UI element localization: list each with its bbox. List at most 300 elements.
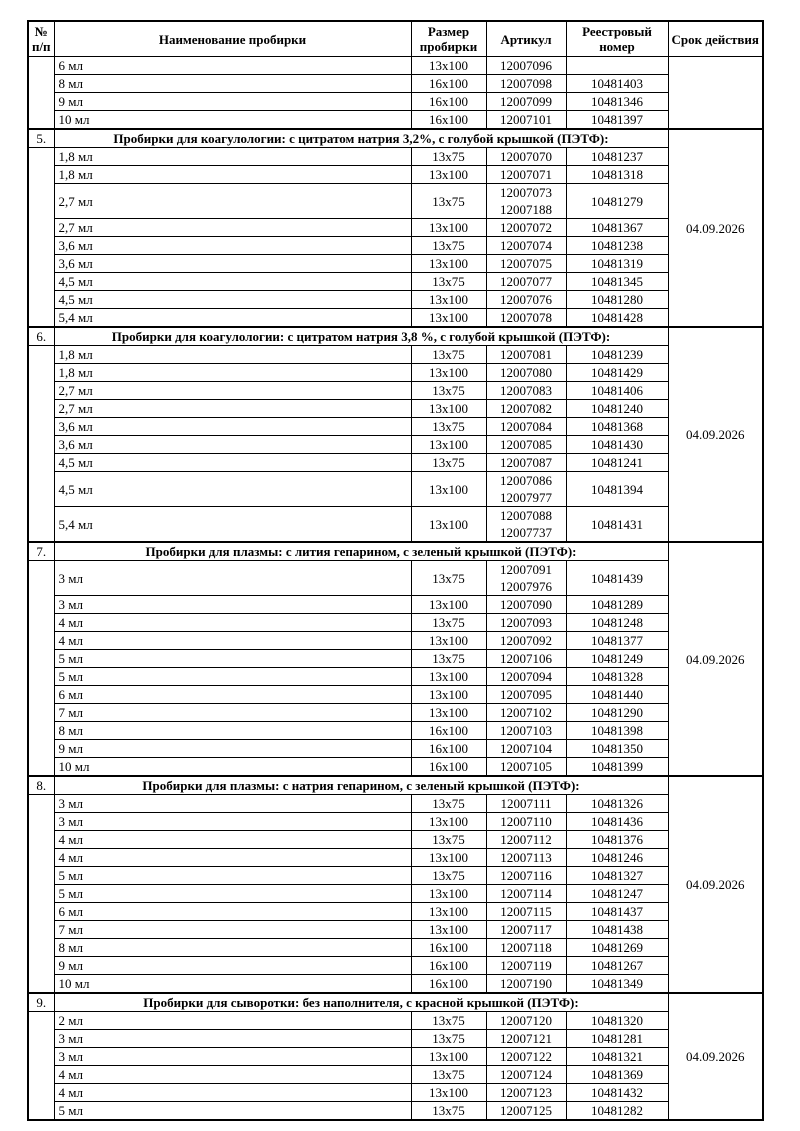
product-row	[28, 148, 763, 166]
row-number-cell	[28, 561, 54, 777]
table-header	[28, 21, 763, 57]
product-name: 3 мл	[54, 596, 411, 614]
tube-size: 16x100	[411, 758, 486, 777]
article-number-line: 12007094	[500, 669, 552, 684]
product-row	[28, 1048, 763, 1066]
article-number	[486, 346, 566, 364]
validity-date: 04.09.2026	[668, 542, 763, 776]
tube-size: 13x100	[411, 686, 486, 704]
article-number	[486, 795, 566, 813]
article-number-line: 12007122	[500, 1049, 552, 1064]
article-number	[486, 273, 566, 291]
product-name: 4 мл	[54, 614, 411, 632]
article-number-line: 12007101	[500, 112, 552, 127]
article-number	[486, 596, 566, 614]
article-number	[486, 1012, 566, 1030]
product-row	[28, 309, 763, 328]
registry-number: 10481367	[566, 219, 668, 237]
product-name: 9 мл	[54, 957, 411, 975]
registry-number: 10481439	[566, 561, 668, 596]
product-name: 1,8 мл	[54, 148, 411, 166]
product-name: 2,7 мл	[54, 219, 411, 237]
article-number-line: 12007087	[500, 455, 552, 470]
product-row	[28, 507, 763, 543]
article-number	[486, 255, 566, 273]
tube-size: 13x100	[411, 903, 486, 921]
tube-size: 13x75	[411, 1066, 486, 1084]
article-number	[486, 111, 566, 130]
article-number-line: 12007075	[500, 256, 552, 271]
registry-number: 10481436	[566, 813, 668, 831]
row-number-cell	[28, 57, 54, 130]
registry-number: 10481327	[566, 867, 668, 885]
product-name: 5,4 мл	[54, 309, 411, 328]
product-row	[28, 382, 763, 400]
article-number	[486, 93, 566, 111]
registry-number: 10481377	[566, 632, 668, 650]
tube-size: 13x100	[411, 472, 486, 507]
article-number-line: 12007112	[500, 832, 552, 847]
product-row	[28, 184, 763, 219]
registry-number: 10481428	[566, 309, 668, 328]
product-name: 3 мл	[54, 1030, 411, 1048]
product-row	[28, 614, 763, 632]
product-name: 8 мл	[54, 75, 411, 93]
product-row	[28, 831, 763, 849]
section-number: 7.	[28, 542, 54, 561]
row-number-cell	[28, 148, 54, 328]
article-number	[486, 668, 566, 686]
product-name: 6 мл	[54, 57, 411, 75]
section-title: Пробирки для плазмы: с лития гепарином, с зеленый крышкой (ПЭТФ):	[54, 542, 668, 561]
product-name: 3 мл	[54, 813, 411, 831]
header-registry-number: Реестровый номер	[566, 21, 668, 57]
tube-size: 13x75	[411, 273, 486, 291]
tube-size: 13x75	[411, 561, 486, 596]
registry-number: 10481349	[566, 975, 668, 994]
tube-size: 16x100	[411, 939, 486, 957]
product-row	[28, 1012, 763, 1030]
tube-size: 16x100	[411, 957, 486, 975]
tube-size: 13x100	[411, 813, 486, 831]
product-name: 4,5 мл	[54, 291, 411, 309]
article-number-line: 12007125	[500, 1103, 552, 1118]
article-number-line: 12007083	[500, 383, 552, 398]
registry-number: 10481432	[566, 1084, 668, 1102]
tube-size: 13x75	[411, 454, 486, 472]
article-number-line: 12007086	[500, 473, 552, 488]
header-row	[28, 21, 763, 57]
product-name: 5 мл	[54, 668, 411, 686]
tube-size: 13x100	[411, 1084, 486, 1102]
article-number	[486, 632, 566, 650]
section-header-row	[28, 776, 763, 795]
section-header-row	[28, 327, 763, 346]
article-number-line: 12007102	[500, 705, 552, 720]
section-number: 9.	[28, 993, 54, 1012]
registry-number: 10481248	[566, 614, 668, 632]
registry-number: 10481319	[566, 255, 668, 273]
registry-number: 10481320	[566, 1012, 668, 1030]
registry-number: 10481289	[566, 596, 668, 614]
tube-size: 13x75	[411, 346, 486, 364]
product-row	[28, 57, 763, 75]
section-header-row	[28, 993, 763, 1012]
article-number	[486, 148, 566, 166]
product-row	[28, 921, 763, 939]
header-row-number: № п/п	[28, 21, 54, 57]
product-name: 2,7 мл	[54, 400, 411, 418]
product-row	[28, 758, 763, 777]
header-article: Артикул	[486, 21, 566, 57]
article-number-line: 12007095	[500, 687, 552, 702]
product-row	[28, 111, 763, 130]
article-number-line: 12007081	[500, 347, 552, 362]
article-number	[486, 939, 566, 957]
tube-size: 13x75	[411, 1012, 486, 1030]
tube-size: 13x100	[411, 219, 486, 237]
article-number-line: 12007190	[500, 976, 552, 991]
product-row	[28, 1084, 763, 1102]
tube-size: 13x100	[411, 921, 486, 939]
registry-number: 10481269	[566, 939, 668, 957]
article-number	[486, 975, 566, 994]
tube-size: 16x100	[411, 722, 486, 740]
tube-size: 13x75	[411, 867, 486, 885]
article-number	[486, 237, 566, 255]
product-row	[28, 740, 763, 758]
article-number	[486, 382, 566, 400]
tube-size: 13x100	[411, 400, 486, 418]
article-number	[486, 740, 566, 758]
product-row	[28, 1030, 763, 1048]
article-number-line: 12007103	[500, 723, 552, 738]
validity-date: 04.09.2026	[668, 993, 763, 1120]
tube-size: 16x100	[411, 740, 486, 758]
article-number	[486, 57, 566, 75]
tube-size: 13x100	[411, 255, 486, 273]
product-name: 4,5 мл	[54, 454, 411, 472]
article-number-line: 12007106	[500, 651, 552, 666]
product-name: 6 мл	[54, 903, 411, 921]
header-product-name: Наименование пробирки	[54, 21, 411, 57]
article-number-line: 12007113	[500, 850, 552, 865]
article-number-line: 12007096	[500, 58, 552, 73]
registry-number: 10481376	[566, 831, 668, 849]
article-number-line: 12007070	[500, 149, 552, 164]
registry-number: 10481321	[566, 1048, 668, 1066]
article-number-line: 12007098	[500, 76, 552, 91]
product-name: 3,6 мл	[54, 237, 411, 255]
validity-date: 04.09.2026	[668, 129, 763, 327]
article-number	[486, 291, 566, 309]
article-number	[486, 75, 566, 93]
product-name: 3,6 мл	[54, 255, 411, 273]
article-number-line: 12007082	[500, 401, 552, 416]
product-row	[28, 346, 763, 364]
product-name: 2 мл	[54, 1012, 411, 1030]
article-number	[486, 686, 566, 704]
article-number-line: 12007084	[500, 419, 552, 434]
article-number-line: 12007092	[500, 633, 552, 648]
registry-number: 10481290	[566, 704, 668, 722]
article-number	[486, 849, 566, 867]
product-row	[28, 273, 763, 291]
article-number	[486, 166, 566, 184]
article-number-line: 12007073	[500, 185, 552, 200]
product-row	[28, 722, 763, 740]
registry-number: 10481346	[566, 93, 668, 111]
tube-size: 13x75	[411, 1102, 486, 1121]
table-body	[28, 57, 763, 1121]
tube-size: 16x100	[411, 975, 486, 994]
product-name: 3 мл	[54, 561, 411, 596]
article-number-line: 12007737	[500, 525, 552, 540]
product-name: 5,4 мл	[54, 507, 411, 543]
article-number-line: 12007072	[500, 220, 552, 235]
article-number	[486, 614, 566, 632]
registry-number: 10481282	[566, 1102, 668, 1121]
article-number-line: 12007091	[500, 562, 552, 577]
registry-number: 10481241	[566, 454, 668, 472]
product-row	[28, 166, 763, 184]
tube-size: 13x100	[411, 1048, 486, 1066]
registry-number: 10481240	[566, 400, 668, 418]
registry-number: 10481431	[566, 507, 668, 543]
product-row	[28, 472, 763, 507]
product-row	[28, 650, 763, 668]
article-number	[486, 1048, 566, 1066]
tube-size: 13x75	[411, 1030, 486, 1048]
section-title: Пробирки для коагулологии: с цитратом натрия 3,2%, с голубой крышкой (ПЭТФ):	[54, 129, 668, 148]
article-number	[486, 867, 566, 885]
product-row	[28, 903, 763, 921]
section-title: Пробирки для сыворотки: без наполнителя, с красной крышкой (ПЭТФ):	[54, 993, 668, 1012]
product-name: 9 мл	[54, 740, 411, 758]
product-row	[28, 795, 763, 813]
tube-size: 13x100	[411, 309, 486, 328]
registry-number: 10481280	[566, 291, 668, 309]
product-row	[28, 1066, 763, 1084]
registry-number: 10481406	[566, 382, 668, 400]
product-row	[28, 668, 763, 686]
article-number	[486, 400, 566, 418]
registry-number: 10481397	[566, 111, 668, 130]
article-number-line: 12007088	[500, 508, 552, 523]
header-tube-size: Размер пробирки	[411, 21, 486, 57]
article-number-line: 12007111	[500, 796, 552, 811]
tube-size: 13x100	[411, 166, 486, 184]
product-name: 6 мл	[54, 686, 411, 704]
product-name: 5 мл	[54, 1102, 411, 1121]
product-name: 10 мл	[54, 111, 411, 130]
article-number-line: 12007074	[500, 238, 552, 253]
product-name: 1,8 мл	[54, 346, 411, 364]
article-number	[486, 309, 566, 328]
registry-number	[566, 57, 668, 75]
row-number-cell	[28, 346, 54, 543]
article-number-line: 12007123	[500, 1085, 552, 1100]
registry-number: 10481249	[566, 650, 668, 668]
registry-number: 10481326	[566, 795, 668, 813]
tube-size: 13x75	[411, 418, 486, 436]
article-number	[486, 1102, 566, 1121]
section-title: Пробирки для коагулологии: с цитратом натрия 3,8 %, с голубой крышкой (ПЭТФ):	[54, 327, 668, 346]
validity-date	[668, 57, 763, 130]
tube-size: 13x100	[411, 57, 486, 75]
validity-date: 04.09.2026	[668, 776, 763, 993]
section-header-row	[28, 542, 763, 561]
product-row	[28, 75, 763, 93]
product-name: 1,8 мл	[54, 166, 411, 184]
validity-date: 04.09.2026	[668, 327, 763, 542]
article-number-line: 12007188	[500, 202, 552, 217]
product-name: 10 мл	[54, 975, 411, 994]
product-name: 3,6 мл	[54, 436, 411, 454]
article-number	[486, 364, 566, 382]
registry-number: 10481318	[566, 166, 668, 184]
tube-size: 16x100	[411, 93, 486, 111]
section-number: 8.	[28, 776, 54, 795]
article-number	[486, 507, 566, 543]
article-number	[486, 219, 566, 237]
section-number: 5.	[28, 129, 54, 148]
article-number-line: 12007114	[500, 886, 552, 901]
product-row	[28, 237, 763, 255]
article-number-line: 12007093	[500, 615, 552, 630]
article-number-line: 12007121	[500, 1031, 552, 1046]
tube-size: 13x75	[411, 237, 486, 255]
tube-size: 13x100	[411, 632, 486, 650]
article-number-line: 12007118	[500, 940, 552, 955]
product-row	[28, 686, 763, 704]
article-number	[486, 1066, 566, 1084]
tube-size: 13x100	[411, 436, 486, 454]
product-table	[27, 20, 764, 1121]
product-name: 10 мл	[54, 758, 411, 777]
product-row	[28, 418, 763, 436]
article-number	[486, 1084, 566, 1102]
registry-number: 10481430	[566, 436, 668, 454]
registry-number: 10481437	[566, 903, 668, 921]
article-number	[486, 418, 566, 436]
article-number-line: 12007078	[500, 310, 552, 325]
tube-size: 13x100	[411, 291, 486, 309]
section-number: 6.	[28, 327, 54, 346]
product-name: 4,5 мл	[54, 472, 411, 507]
product-row	[28, 939, 763, 957]
tube-size: 13x100	[411, 849, 486, 867]
section-title: Пробирки для плазмы: с натрия гепарином, с зеленый крышкой (ПЭТФ):	[54, 776, 668, 795]
registry-number: 10481237	[566, 148, 668, 166]
registry-number: 10481239	[566, 346, 668, 364]
article-number	[486, 454, 566, 472]
article-number	[486, 650, 566, 668]
product-name: 9 мл	[54, 93, 411, 111]
registry-number: 10481345	[566, 273, 668, 291]
registry-number: 10481440	[566, 686, 668, 704]
article-number	[486, 885, 566, 903]
article-number-line: 12007977	[500, 490, 552, 505]
product-row	[28, 957, 763, 975]
article-number-line: 12007120	[500, 1013, 552, 1028]
header-validity: Срок действия	[668, 21, 763, 57]
tube-size: 13x100	[411, 507, 486, 543]
product-name: 7 мл	[54, 921, 411, 939]
product-name: 8 мл	[54, 939, 411, 957]
tube-size: 13x100	[411, 364, 486, 382]
article-number-line: 12007105	[500, 759, 552, 774]
product-name: 3 мл	[54, 1048, 411, 1066]
tube-size: 13x75	[411, 650, 486, 668]
registry-number: 10481429	[566, 364, 668, 382]
registry-number: 10481398	[566, 722, 668, 740]
row-number-cell	[28, 1012, 54, 1121]
registry-number: 10481350	[566, 740, 668, 758]
article-number	[486, 184, 566, 219]
article-number	[486, 957, 566, 975]
article-number	[486, 903, 566, 921]
product-row	[28, 813, 763, 831]
tube-size: 13x75	[411, 614, 486, 632]
product-row	[28, 632, 763, 650]
product-row	[28, 561, 763, 596]
article-number	[486, 921, 566, 939]
registry-number: 10481369	[566, 1066, 668, 1084]
tube-size: 13x100	[411, 668, 486, 686]
tube-size: 13x100	[411, 596, 486, 614]
article-number-line: 12007090	[500, 597, 552, 612]
product-name: 3 мл	[54, 795, 411, 813]
registry-number: 10481399	[566, 758, 668, 777]
registry-number: 10481238	[566, 237, 668, 255]
product-row	[28, 291, 763, 309]
registry-number: 10481394	[566, 472, 668, 507]
product-row	[28, 436, 763, 454]
product-name: 4 мл	[54, 849, 411, 867]
product-row	[28, 219, 763, 237]
registry-number: 10481368	[566, 418, 668, 436]
product-row	[28, 704, 763, 722]
article-number	[486, 704, 566, 722]
product-name: 7 мл	[54, 704, 411, 722]
article-number-line: 12007080	[500, 365, 552, 380]
product-row	[28, 454, 763, 472]
article-number-line: 12007104	[500, 741, 552, 756]
article-number-line: 12007085	[500, 437, 552, 452]
article-number-line: 12007976	[500, 579, 552, 594]
product-name: 4,5 мл	[54, 273, 411, 291]
article-number-line: 12007071	[500, 167, 552, 182]
tube-size: 13x100	[411, 885, 486, 903]
product-name: 4 мл	[54, 632, 411, 650]
article-number	[486, 436, 566, 454]
article-number-line: 12007115	[500, 904, 552, 919]
article-number-line: 12007077	[500, 274, 552, 289]
product-name: 5 мл	[54, 867, 411, 885]
article-number	[486, 722, 566, 740]
product-name: 8 мл	[54, 722, 411, 740]
article-number-line: 12007116	[500, 868, 552, 883]
tube-size: 13x100	[411, 704, 486, 722]
article-number	[486, 831, 566, 849]
article-number-line: 12007110	[500, 814, 552, 829]
product-row	[28, 364, 763, 382]
product-name: 4 мл	[54, 831, 411, 849]
registry-number: 10481403	[566, 75, 668, 93]
product-row	[28, 596, 763, 614]
product-name: 4 мл	[54, 1066, 411, 1084]
